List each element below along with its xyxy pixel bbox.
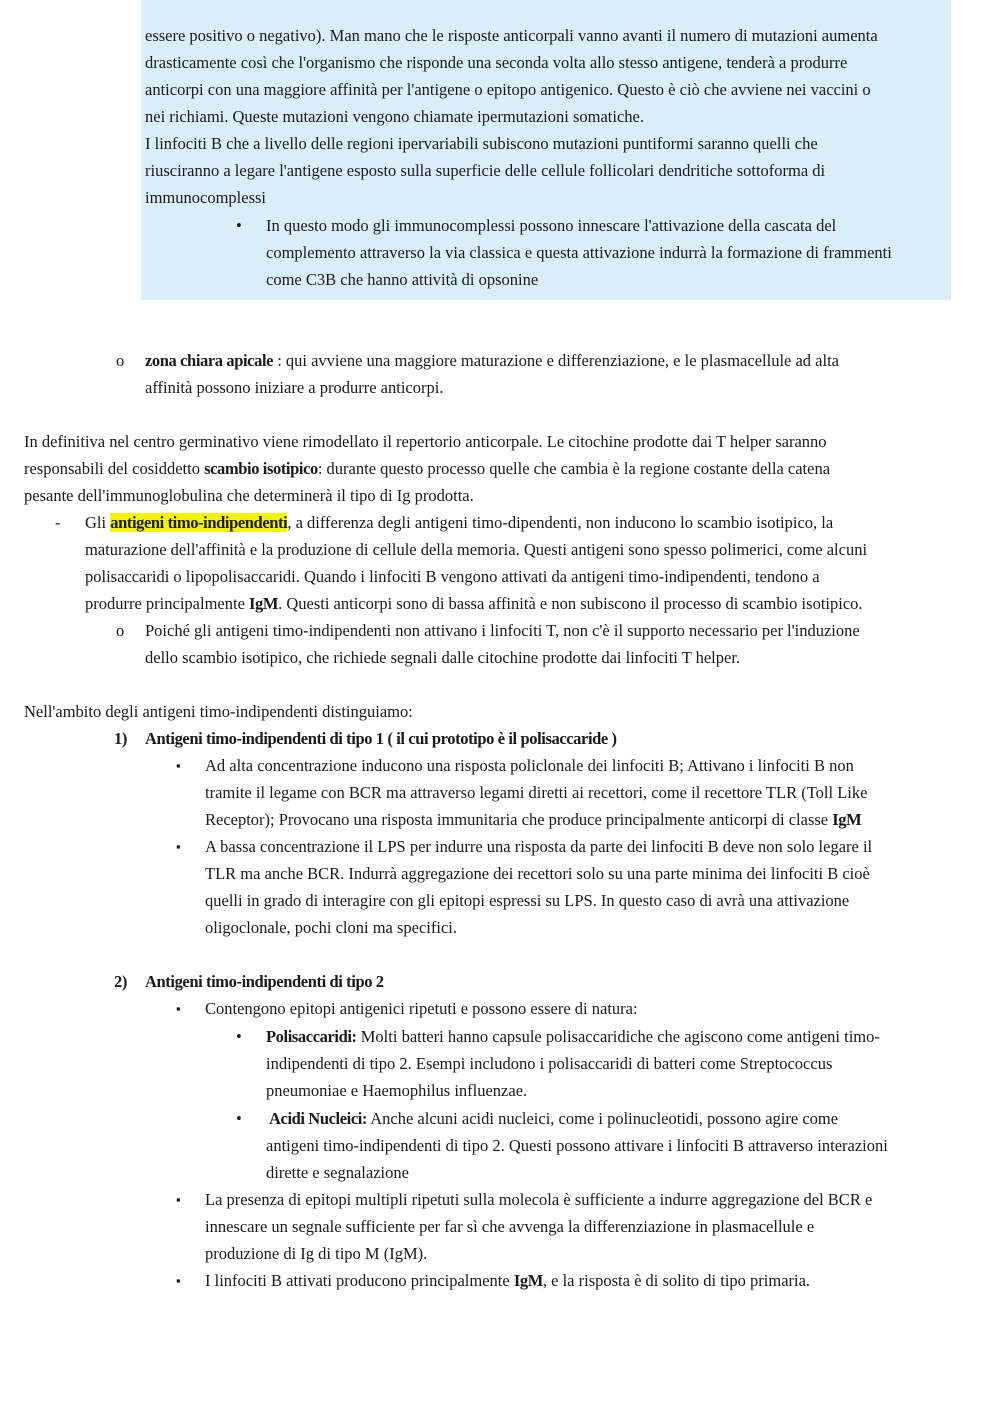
bullet-line: In questo modo gli immunocomplessi possono innescare l'attivazione della cascata del: [266, 216, 837, 235]
text-span: . Questi anticorpi sono di bassa affinità e non subiscono il processo di scambio isotipico.: [278, 594, 863, 613]
paragraph-line: [269, 1105, 838, 1132]
text-span: , a differenza degli antigeni timo-dipendenti, non inducono lo scambio isotipico, la: [287, 513, 834, 532]
paragraph-line: Ad alta concentrazione inducono una risposta policlonale dei linfociti B; Attivano i linfociti B non: [205, 756, 854, 775]
section-heading: Antigeni timo-indipendenti di tipo 2: [145, 972, 384, 991]
paragraph-line: quelli in grado di interagire con gli epitopi espressi su LPS. In questo caso di avrà una attivazione: [205, 891, 850, 910]
paragraph-line: pneumoniae e Haemophilus influenzae.: [266, 1081, 528, 1100]
paragraph-line: nei richiami. Queste mutazioni vengono chiamate ipermutazioni somatiche.: [145, 107, 644, 126]
paragraph-line: La presenza di epitopi multipli ripetuti sulla molecola è sufficiente a indurre aggregazione del BCR e: [205, 1190, 873, 1209]
paragraph-line: Contengono epitopi antigenici ripetuti e possono essere di natura:: [205, 999, 638, 1018]
paragraph-line: anticorpi con una maggiore affinità per l'antigene o epitopo antigenico. Questo è ciò che avviene nei vaccini o: [145, 80, 871, 99]
paragraph-line: essere positivo o negativo). Man mano che le risposte anticorpali vanno avanti il numero di mutazioni aumenta: [145, 26, 878, 45]
section-heading: Antigeni timo-indipendenti di tipo 1 ( il cui prototipo è il polisaccaride ): [145, 729, 617, 748]
paragraph-line: A bassa concentrazione il LPS per indurre una risposta da parte dei linfociti B deve non solo legare il: [205, 837, 873, 856]
term-bold: scambio isotipico: [204, 459, 318, 478]
apical-line-1: [145, 347, 839, 374]
paragraph-line: [85, 590, 863, 617]
circle-bullet-icon: o: [116, 621, 125, 640]
paragraph-line: [205, 806, 861, 833]
text-span: : durante questo processo quelle che cambia è la regione costante della catena: [317, 459, 831, 478]
text-span: responsabili del cosiddetto: [24, 459, 205, 478]
bullet-dot-icon: •: [236, 216, 242, 235]
paragraph-line: [85, 509, 833, 536]
paragraph-line: Nell'ambito degli antigeni timo-indipendenti distinguiamo:: [24, 702, 413, 721]
paragraph-line: I linfociti B che a livello delle regioni ipervariabili subiscono mutazioni puntiformi saranno quelli che: [145, 134, 818, 153]
text-span: produrre principalmente: [85, 594, 250, 613]
paragraph-line: produzione di Ig di tipo M (IgM).: [205, 1244, 428, 1263]
text-span: Anche alcuni acidi nucleici, come i polinucleotidi, possono agire come: [367, 1109, 839, 1128]
text-span: I linfociti B attivati producono principalmente: [205, 1271, 514, 1290]
paragraph-line: antigeni timo-indipendenti di tipo 2. Questi possono attivare i linfociti B attraverso interazioni: [266, 1136, 888, 1155]
circle-bullet-icon: o: [116, 351, 125, 370]
bullet-line: complemento attraverso la via classica e questa attivazione indurrà la formazione di frammenti: [266, 243, 892, 262]
text-span: Molti batteri hanno capsule polisaccaridiche che agiscono come antigeni timo-: [356, 1027, 880, 1046]
square-bullet-icon: ▪: [176, 1192, 181, 1207]
paragraph-line: dirette e segnalazione: [266, 1163, 409, 1182]
bullet-dot-icon: •: [236, 1109, 242, 1128]
paragraph-line: pesante dell'immunoglobulina che determinerà il tipo di Ig prodotta.: [24, 486, 474, 505]
term-bold: IgM: [249, 594, 279, 613]
apical-line-2: affinità possono iniziare a produrre anticorpi.: [145, 378, 444, 397]
text-span: Gli: [85, 513, 111, 532]
paragraph-line: oligoclonale, pochi cloni ma specifici.: [205, 918, 458, 937]
paragraph-line: maturazione dell'affinità e la produzione di cellule della memoria. Questi antigeni sono spesso polimerici, come alcuni: [85, 540, 868, 559]
text-span: , e la risposta è di solito di tipo primaria.: [542, 1271, 811, 1290]
square-bullet-icon: ▪: [176, 1001, 181, 1016]
term-bold: Acidi Nucleici:: [269, 1109, 368, 1128]
list-number: 2): [114, 972, 127, 991]
list-number: 1): [114, 729, 127, 748]
paragraph-line: indipendenti di tipo 2. Esempi includono i polisaccaridi di batteri come Streptococcus: [266, 1054, 833, 1073]
term-bold: zona chiara apicale: [145, 351, 274, 370]
dash-bullet-icon: -: [55, 513, 61, 532]
highlighted-term: antigeni timo-indipendenti: [110, 513, 288, 532]
term-bold: IgM: [513, 1271, 543, 1290]
paragraph-line: riusciranno a legare l'antigene esposto sulla superficie delle cellule follicolari dendritiche sottoforma di: [145, 161, 826, 180]
term-bold: Polisaccaridi:: [266, 1027, 357, 1046]
paragraph-line: drasticamente così che l'organismo che risponde una seconda volta allo stesso antigene, tenderà a produrre: [145, 53, 848, 72]
square-bullet-icon: ▪: [176, 1273, 181, 1288]
square-bullet-icon: ▪: [176, 839, 181, 854]
square-bullet-icon: ▪: [176, 758, 181, 773]
term-bold: IgM: [832, 810, 862, 829]
bullet-dot-icon: •: [236, 1027, 242, 1046]
paragraph-line: [266, 1023, 880, 1050]
paragraph-line: polisaccaridi o lipopolisaccaridi. Quando i linfociti B vengono attivati da antigeni timo-indipendenti, tendono a: [85, 567, 820, 586]
paragraph-line: In definitiva nel centro germinativo viene rimodellato il repertorio anticorpale. Le citochine prodotte dai T helper saranno: [24, 432, 827, 451]
paragraph-line: TLR ma anche BCR. Indurrà aggregazione dei recettori solo su una parte minima dei linfociti B cioè: [205, 864, 870, 883]
paragraph-line: [24, 455, 830, 482]
paragraph-line: innescare un segnale sufficiente per far sì che avvenga la differenziazione in plasmacellule e: [205, 1217, 815, 1236]
paragraph-line: dello scambio isotipico, che richiede segnali dalle citochine prodotte dai linfociti T helper.: [145, 648, 741, 667]
bullet-line: come C3B che hanno attività di opsonine: [266, 270, 539, 289]
text-span: Receptor); Provocano una risposta immunitaria che produce principalmente anticorpi di classe: [205, 810, 833, 829]
paragraph-line: [205, 1267, 810, 1294]
paragraph-line: Poiché gli antigeni timo-indipendenti non attivano i linfociti T, non c'è il supporto necessario per l'induzione: [145, 621, 860, 640]
paragraph-line: immunocomplessi: [145, 188, 266, 207]
paragraph-line: tramite il legame con BCR ma attraverso legami diretti ai recettori, come il recettore TLR (Toll Like: [205, 783, 868, 802]
text-span: : qui avviene una maggiore maturazione e differenziazione, e le plasmacellule ad alta: [273, 351, 839, 370]
